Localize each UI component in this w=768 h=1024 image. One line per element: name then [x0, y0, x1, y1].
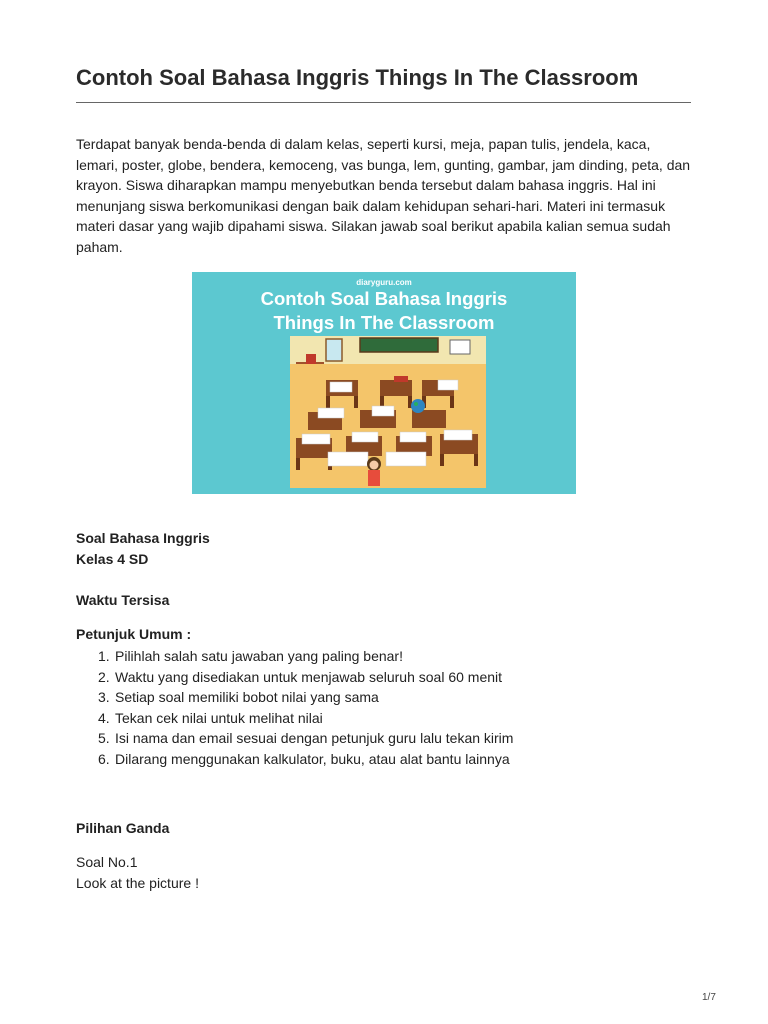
list-item-text: Dilarang menggunakan kalkulator, buku, atau alat bantu lainnya	[115, 750, 510, 767]
list-item-number: 1.	[98, 648, 110, 664]
classroom-illustration	[290, 336, 486, 488]
section-heading: Pilihan Ganda	[76, 820, 170, 836]
intro-paragraph: Terdapat banyak benda-benda di dalam kelas, seperti kursi, meja, papan tulis, jendela, kaca, lemari, poster, globe, bendera, kemoceng, vas bunga, lem, gunting, gambar, jam dinding, peta, dan krayon. Siswa diharapkan mampu menyebutkan benda tersebut dalam bahasa inggris. Hal ini menunjang siswa berkomunikasi dengan baik dalam kehidupan sehari-hari. Materi ini termasuk materi dasar yang wajib dipahami siswa. Silakan jawab soal berikut apabila kalian semua sudah paham.	[76, 136, 691, 255]
question-number: Soal No.1	[76, 854, 138, 870]
list-item-text: Pilihlah salah satu jawaban yang paling benar!	[115, 648, 403, 664]
list-item-number: 4.	[98, 709, 110, 726]
list-item	[76, 749, 513, 770]
time-remaining-label: Waktu Tersisa	[76, 592, 170, 608]
banner-title-line2: Things In The Classroom	[273, 312, 495, 333]
list-item-number: 6.	[98, 750, 110, 767]
list-item-number: 3.	[98, 689, 110, 705]
page-title: Contoh Soal Bahasa Inggris Things In The Classroom	[76, 64, 691, 103]
list-item	[76, 646, 513, 667]
article-banner-image	[192, 272, 576, 494]
list-item	[76, 728, 513, 749]
list-item	[76, 667, 513, 688]
list-item	[76, 708, 513, 729]
subject-label: Soal Bahasa Inggris	[76, 530, 210, 546]
list-item-text: Waktu yang disediakan untuk menjawab seluruh soal 60 menit	[115, 668, 503, 685]
list-item-text: Isi nama dan email sesuai dengan petunjuk guru lalu tekan kirim	[115, 730, 514, 746]
instructions-list	[76, 646, 513, 769]
list-item-number: 2.	[98, 668, 110, 685]
list-item-number: 5.	[98, 730, 110, 746]
list-item	[76, 687, 513, 708]
question-prompt: Look at the picture !	[76, 875, 199, 891]
banner-title-line1: Contoh Soal Bahasa Inggris	[260, 288, 508, 309]
list-item-text: Setiap soal memiliki bobot nilai yang sama	[115, 689, 379, 705]
page-indicator: 1/7	[702, 992, 716, 1003]
banner-site-label: diaryguru.com	[356, 278, 412, 287]
instructions-heading: Petunjuk Umum :	[76, 626, 192, 642]
list-item-text: Tekan cek nilai untuk melihat nilai	[115, 709, 323, 726]
grade-label: Kelas 4 SD	[76, 551, 149, 567]
